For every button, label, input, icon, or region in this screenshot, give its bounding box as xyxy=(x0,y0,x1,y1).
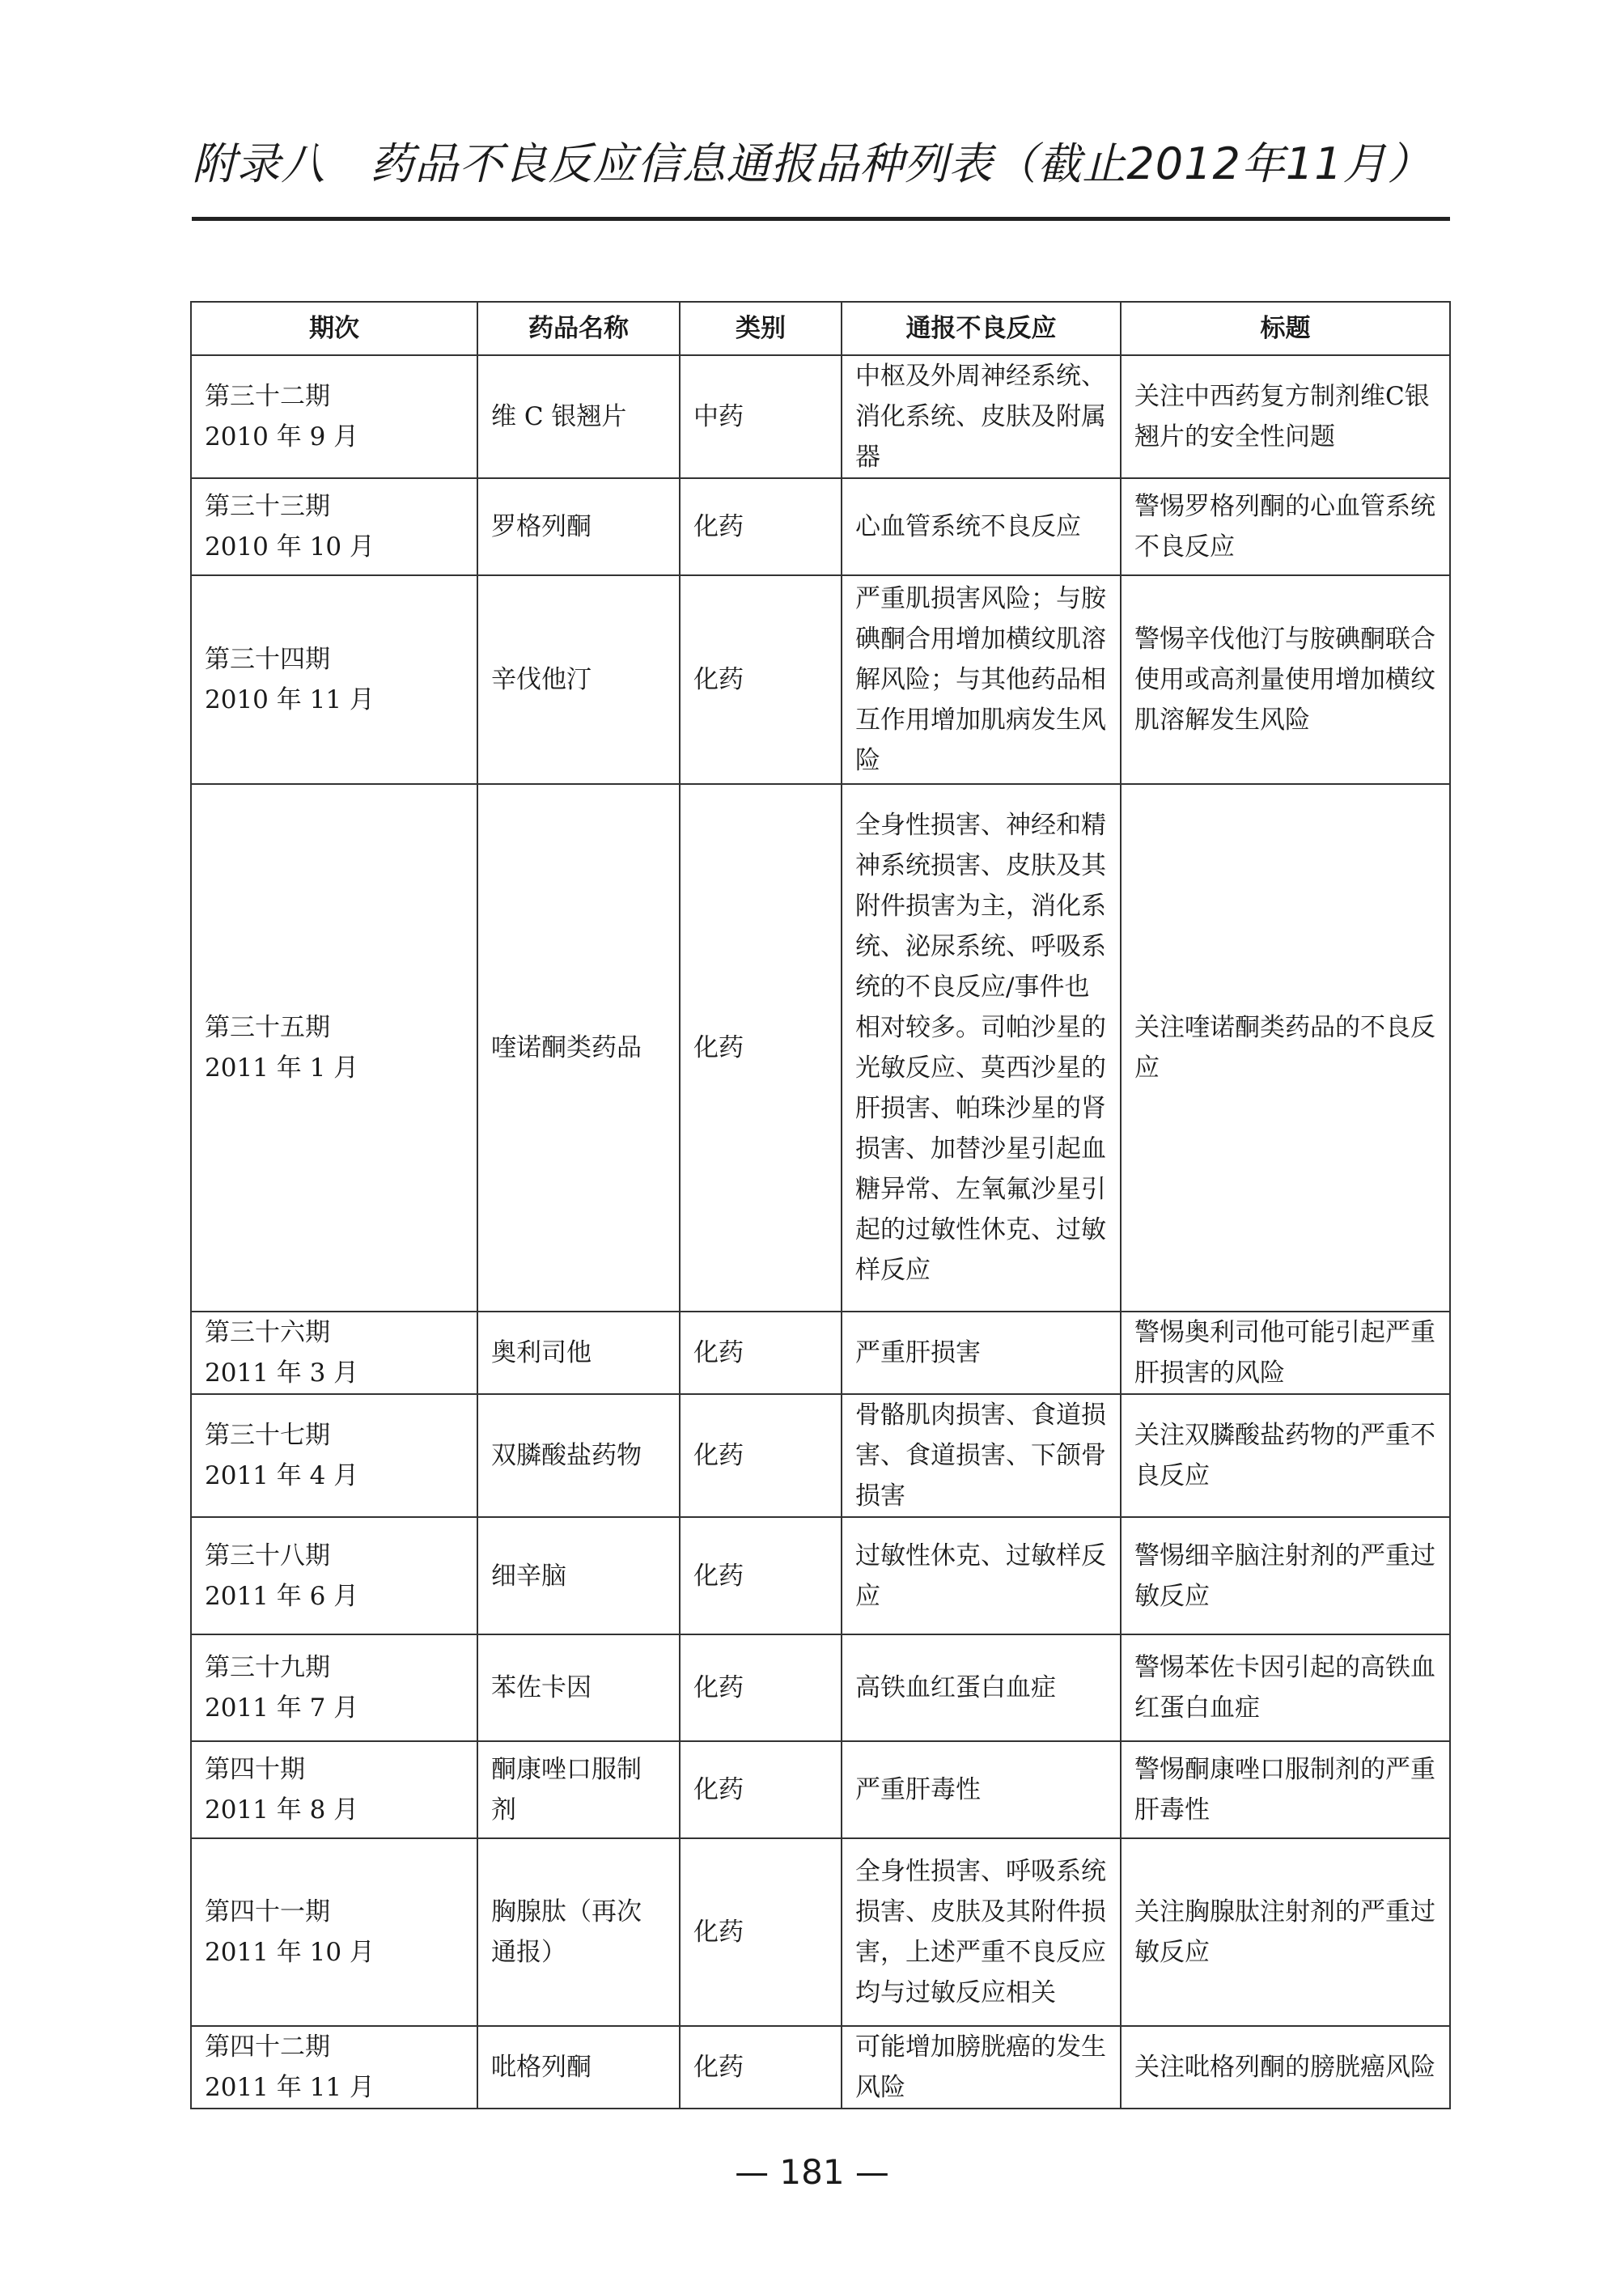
issue-number: 第四十期 xyxy=(205,1755,305,1784)
column-header-issue: 期次 xyxy=(191,302,477,355)
cell-issue xyxy=(191,1517,477,1634)
issue-date: 2011 年 1 月 xyxy=(205,1053,359,1083)
issue-date: 2010 年 11 月 xyxy=(205,685,375,714)
title-divider xyxy=(192,217,1450,221)
cell-title: 警惕奥利司他可能引起严重肝损害的风险 xyxy=(1121,1312,1450,1394)
cell-title: 警惕辛伐他汀与胺碘酮联合使用或高剂量使用增加横纹肌溶解发生风险 xyxy=(1121,575,1450,784)
cell-issue xyxy=(191,1634,477,1741)
table-row xyxy=(191,478,1450,575)
cell-issue xyxy=(191,478,477,575)
cell-category: 化药 xyxy=(680,2026,842,2109)
cell-reaction: 中枢及外周神经系统、消化系统、皮肤及附属器 xyxy=(842,355,1121,478)
cell-title: 关注中西药复方制剂维C银翘片的安全性问题 xyxy=(1121,355,1450,478)
table-row xyxy=(191,1517,1450,1634)
cell-drug-name: 胸腺肽（再次通报） xyxy=(477,1838,680,2026)
column-header-reaction: 通报不良反应 xyxy=(842,302,1121,355)
cell-reaction: 骨骼肌肉损害、食道损害、食道损害、下颌骨损害 xyxy=(842,1394,1121,1517)
cell-title: 关注胸腺肽注射剂的严重过敏反应 xyxy=(1121,1838,1450,2026)
cell-title: 关注双膦酸盐药物的严重不良反应 xyxy=(1121,1394,1450,1517)
cell-reaction: 全身性损害、呼吸系统损害、皮肤及其附件损害，上述严重不良反应均与过敏反应相关 xyxy=(842,1838,1121,2026)
adr-table xyxy=(190,301,1451,2109)
cell-reaction: 可能增加膀胱癌的发生风险 xyxy=(842,2026,1121,2109)
cell-title: 关注吡格列酮的膀胱癌风险 xyxy=(1121,2026,1450,2109)
cell-category: 化药 xyxy=(680,1838,842,2026)
cell-category: 化药 xyxy=(680,478,842,575)
cell-reaction: 严重肝毒性 xyxy=(842,1741,1121,1838)
cell-category: 化药 xyxy=(680,1517,842,1634)
table-row xyxy=(191,1312,1450,1394)
cell-issue xyxy=(191,575,477,784)
cell-issue xyxy=(191,2026,477,2109)
cell-category: 中药 xyxy=(680,355,842,478)
cell-reaction: 全身性损害、神经和精神系统损害、皮肤及其附件损害为主，消化系统、泌尿系统、呼吸系统的不良反应/事件也相对较多。司帕沙星的光敏反应、莫西沙星的肝损害、帕珠沙星的肾损害、加替沙星引起血糖异常、左氧氟沙星引起的过敏性休克、过敏样反应 xyxy=(842,784,1121,1312)
table-row xyxy=(191,2026,1450,2109)
cell-drug-name: 维 C 银翘片 xyxy=(477,355,680,478)
cell-drug-name: 奥利司他 xyxy=(477,1312,680,1394)
issue-date: 2011 年 11 月 xyxy=(205,2073,375,2102)
cell-title: 警惕罗格列酮的心血管系统不良反应 xyxy=(1121,478,1450,575)
page-title: 附录八 药品不良反应信息通报品种列表（截止2012年11月） xyxy=(192,138,1432,189)
issue-date: 2010 年 9 月 xyxy=(205,422,359,451)
cell-drug-name: 吡格列酮 xyxy=(477,2026,680,2109)
issue-date: 2011 年 10 月 xyxy=(205,1938,375,1967)
cell-issue xyxy=(191,1838,477,2026)
cell-title: 关注喹诺酮类药品的不良反应 xyxy=(1121,784,1450,1312)
issue-number: 第四十二期 xyxy=(205,2032,330,2062)
cell-drug-name: 罗格列酮 xyxy=(477,478,680,575)
cell-drug-name: 辛伐他汀 xyxy=(477,575,680,784)
table-row xyxy=(191,784,1450,1312)
issue-number: 第三十二期 xyxy=(205,382,330,411)
table-row xyxy=(191,575,1450,784)
cell-drug-name: 喹诺酮类药品 xyxy=(477,784,680,1312)
issue-number: 第三十七期 xyxy=(205,1421,330,1450)
table-row xyxy=(191,1741,1450,1838)
issue-number: 第三十六期 xyxy=(205,1318,330,1347)
cell-category: 化药 xyxy=(680,1394,842,1517)
cell-reaction: 严重肌损害风险；与胺碘酮合用增加横纹肌溶解风险；与其他药品相互作用增加肌病发生风险 xyxy=(842,575,1121,784)
cell-issue xyxy=(191,784,477,1312)
cell-reaction: 高铁血红蛋白血症 xyxy=(842,1634,1121,1741)
column-header-category: 类别 xyxy=(680,302,842,355)
cell-issue xyxy=(191,1312,477,1394)
cell-issue xyxy=(191,1741,477,1838)
table-row xyxy=(191,1394,1450,1517)
issue-date: 2010 年 10 月 xyxy=(205,532,375,562)
cell-category: 化药 xyxy=(680,784,842,1312)
table-row xyxy=(191,355,1450,478)
issue-number: 第三十八期 xyxy=(205,1541,330,1570)
cell-drug-name: 双膦酸盐药物 xyxy=(477,1394,680,1517)
cell-drug-name: 酮康唑口服制剂 xyxy=(477,1741,680,1838)
cell-title: 警惕苯佐卡因引起的高铁血红蛋白血症 xyxy=(1121,1634,1450,1741)
issue-date: 2011 年 6 月 xyxy=(205,1581,359,1611)
cell-category: 化药 xyxy=(680,1312,842,1394)
column-header-drug: 药品名称 xyxy=(477,302,680,355)
issue-number: 第三十五期 xyxy=(205,1013,330,1042)
table-row xyxy=(191,1838,1450,2026)
table-row xyxy=(191,1634,1450,1741)
issue-number: 第三十三期 xyxy=(205,492,330,521)
cell-category: 化药 xyxy=(680,1741,842,1838)
page-number: — 181 — xyxy=(735,2152,889,2192)
cell-title: 警惕细辛脑注射剂的严重过敏反应 xyxy=(1121,1517,1450,1634)
cell-reaction: 心血管系统不良反应 xyxy=(842,478,1121,575)
cell-title: 警惕酮康唑口服制剂的严重肝毒性 xyxy=(1121,1741,1450,1838)
column-header-title: 标题 xyxy=(1121,302,1450,355)
cell-drug-name: 细辛脑 xyxy=(477,1517,680,1634)
cell-category: 化药 xyxy=(680,575,842,784)
issue-date: 2011 年 3 月 xyxy=(205,1358,359,1388)
table-header-row xyxy=(191,302,1450,355)
issue-number: 第三十九期 xyxy=(205,1653,330,1682)
issue-date: 2011 年 7 月 xyxy=(205,1693,359,1723)
cell-issue xyxy=(191,1394,477,1517)
issue-date: 2011 年 8 月 xyxy=(205,1795,359,1825)
cell-category: 化药 xyxy=(680,1634,842,1741)
issue-number: 第四十一期 xyxy=(205,1897,330,1926)
cell-drug-name: 苯佐卡因 xyxy=(477,1634,680,1741)
issue-date: 2011 年 4 月 xyxy=(205,1461,359,1490)
issue-number: 第三十四期 xyxy=(205,645,330,674)
cell-reaction: 过敏性休克、过敏样反应 xyxy=(842,1517,1121,1634)
cell-issue xyxy=(191,355,477,478)
cell-reaction: 严重肝损害 xyxy=(842,1312,1121,1394)
